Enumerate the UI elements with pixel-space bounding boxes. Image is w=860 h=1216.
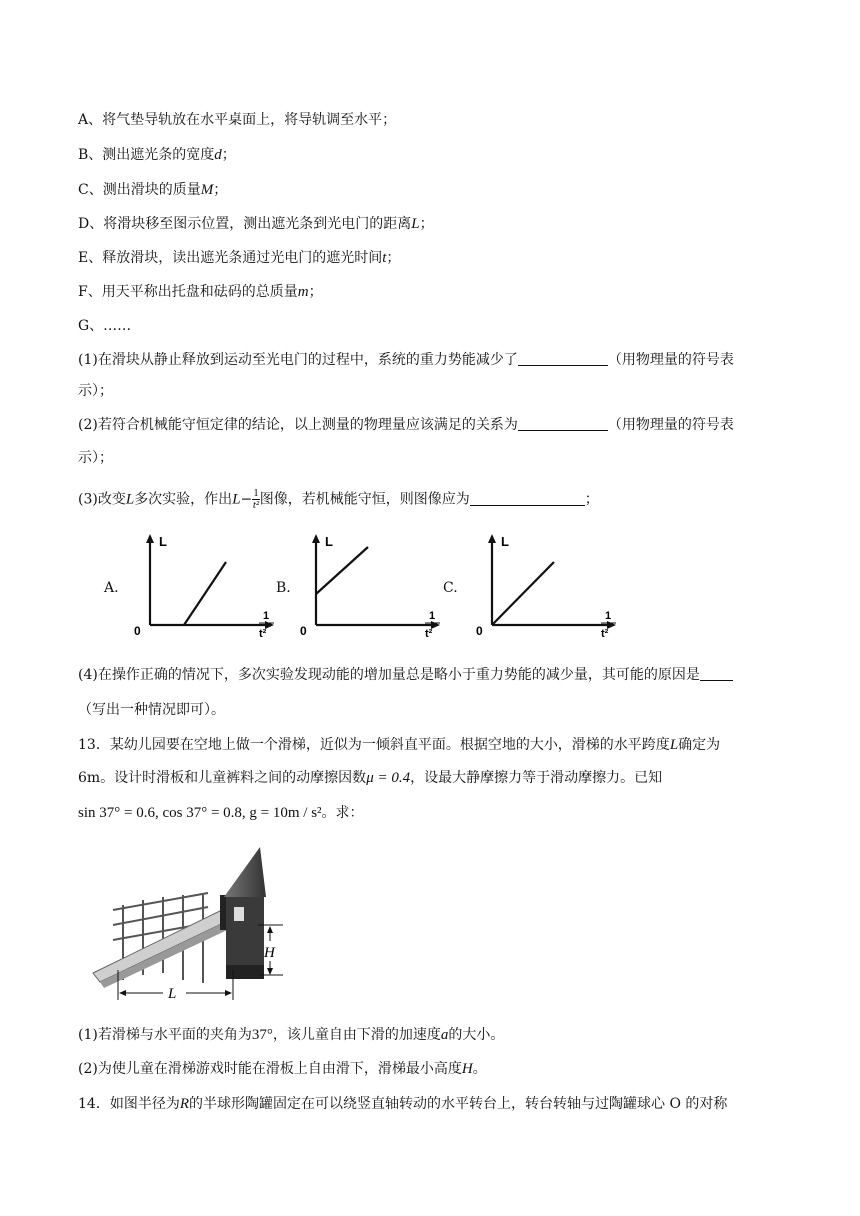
option-a-label: A. bbox=[104, 580, 119, 596]
step-d bbox=[78, 214, 434, 234]
question-3 bbox=[78, 488, 599, 511]
sub-1-text-b: ，该儿童自由下滑的加速度 bbox=[272, 1027, 441, 1043]
y-axis-arrow bbox=[488, 534, 496, 543]
option-c-label: C. bbox=[443, 580, 458, 596]
origin-label: 0 bbox=[476, 624, 483, 638]
step-e-var: t bbox=[382, 250, 387, 266]
y-axis-arrow bbox=[146, 534, 154, 543]
question-1-tail: （用物理量的符号表 bbox=[607, 352, 734, 368]
tower-roof bbox=[224, 847, 266, 897]
graph-line bbox=[184, 562, 226, 625]
step-f bbox=[78, 282, 323, 302]
step-e bbox=[78, 248, 400, 268]
graph-line bbox=[316, 547, 368, 594]
step-f-text: F、用天平称出托盘和砝码的总质量 bbox=[78, 284, 298, 300]
h-arrow-head-down bbox=[267, 968, 273, 975]
question-4-text-2: （写出一种情况即可）。 bbox=[78, 702, 225, 718]
origin-label: 0 bbox=[134, 624, 141, 638]
step-d-text: D、将滑块移至图示位置，测出遮光条到光电门的距离 bbox=[78, 216, 412, 232]
problem-13-sub-2 bbox=[78, 1059, 487, 1079]
l-arrow-head-left bbox=[119, 990, 126, 996]
question-1-line-1 bbox=[78, 350, 734, 370]
step-b-var: d bbox=[214, 147, 222, 163]
step-c-end: ； bbox=[213, 182, 228, 198]
y-axis-label: L bbox=[501, 534, 509, 549]
question-3-minus: − bbox=[240, 491, 253, 508]
sub-2-text-a: (2)为使儿童在滑梯游戏时能在滑板上自由滑下，滑梯最小高度 bbox=[78, 1061, 462, 1077]
question-1-text-2: 示）； bbox=[78, 383, 113, 399]
question-3-prefix: (3)改变 bbox=[78, 491, 126, 508]
h-arrow-head-up bbox=[267, 926, 273, 933]
x-axis-label-denominator: t² bbox=[425, 628, 433, 640]
step-f-var: m bbox=[297, 284, 309, 300]
step-g-text: G、…… bbox=[78, 318, 132, 334]
step-c-text: C、测出滑块的质量 bbox=[78, 182, 201, 198]
question-2-text-2: 示）； bbox=[78, 450, 113, 466]
step-e-end: ； bbox=[386, 250, 401, 266]
step-f-end: ； bbox=[308, 284, 323, 300]
y-axis-arrow bbox=[312, 534, 320, 543]
problem-13-line-3 bbox=[78, 803, 364, 823]
l-arrow-head-right bbox=[225, 990, 232, 996]
problem-13-text-3-end: 。求： bbox=[321, 805, 364, 821]
graph-option-c bbox=[474, 532, 624, 642]
slide-surface bbox=[93, 907, 236, 982]
step-e-text: E、释放滑块，读出遮光条通过光电门的遮光时间 bbox=[78, 250, 383, 266]
x-axis-label-denominator: t² bbox=[601, 628, 609, 640]
question-2-tail: （用物理量的符号表 bbox=[607, 417, 734, 433]
y-axis-label: L bbox=[159, 534, 167, 549]
x-axis-label-denominator: t² bbox=[259, 628, 267, 640]
problem-13-line-2 bbox=[78, 768, 662, 788]
fraction-numerator: 1 bbox=[253, 487, 259, 499]
x-axis-arrow bbox=[265, 621, 274, 629]
x-axis-arrow bbox=[431, 621, 440, 629]
slide-figure bbox=[88, 845, 298, 1005]
graph-option-b bbox=[298, 532, 448, 642]
question-4-line-1 bbox=[78, 665, 733, 685]
question-2-text: (2)若符合机械能守恒定律的结论，以上测量的物理量应该满足的关系为 bbox=[78, 417, 518, 433]
question-3-expr-l: L bbox=[232, 491, 241, 508]
question-2-line-2 bbox=[78, 448, 113, 468]
question-3-middle: 多次实验，作出 bbox=[134, 491, 233, 508]
length-label: L bbox=[168, 986, 177, 1002]
x-axis-label-numerator: 1 bbox=[429, 610, 436, 622]
sub-1-text-c: 的大小。 bbox=[448, 1027, 505, 1043]
question-4-text: (4)在操作正确的情况下，多次实验发现动能的增加量总是略小于重力势能的减少量，其可能的原因是 bbox=[78, 667, 700, 683]
y-axis-label: L bbox=[325, 534, 333, 549]
sub-1-text-a: (1)若滑梯与水平面的夹角为 bbox=[78, 1027, 252, 1043]
problem-13-text-2b: ，设最大静摩擦力等于滑动摩擦力。已知 bbox=[410, 770, 663, 786]
question-3-fraction bbox=[252, 488, 260, 511]
problem-13-line-1 bbox=[78, 735, 720, 755]
problem-13-text-end: 确定为 bbox=[678, 737, 721, 753]
question-2-line-1 bbox=[78, 415, 734, 435]
problem-14-var-r: R bbox=[179, 1096, 189, 1112]
sub-1-var-a: a bbox=[440, 1027, 449, 1043]
step-d-var: L bbox=[411, 216, 420, 232]
graph-option-a bbox=[132, 532, 282, 642]
step-a-text: A、将气垫导轨放在水平桌面上，将导轨调至水平； bbox=[78, 112, 397, 128]
answer-blank-3[interactable] bbox=[470, 491, 585, 506]
problem-14-text-b: 的半球形陶罐固定在可以绕竖直轴转动的水平转台上，转台转轴与过陶罐球心 O 的对称 bbox=[189, 1096, 728, 1112]
question-1-line-2 bbox=[78, 381, 113, 401]
question-3-suffix: 图像，若机械能守恒，则图像应为 bbox=[259, 491, 470, 508]
step-a bbox=[78, 110, 396, 130]
sub-1-angle: 37° bbox=[251, 1027, 273, 1043]
problem-13-sub-1 bbox=[78, 1025, 504, 1045]
problem-13-var-l: L bbox=[669, 737, 679, 753]
question-4-line-2 bbox=[78, 700, 225, 720]
x-axis-label-numerator: 1 bbox=[263, 610, 270, 622]
problem-14-line-1 bbox=[78, 1094, 727, 1114]
question-3-end: ； bbox=[584, 491, 599, 508]
sub-2-text-b: 。 bbox=[472, 1061, 487, 1077]
answer-blank-4[interactable] bbox=[700, 666, 733, 681]
problem-13-text-2a: 6m。设计时滑板和儿童裤料之间的动摩擦因数 bbox=[78, 770, 367, 786]
given-values: sin 37° = 0.6, cos 37° = 0.8, g = 10m / s² bbox=[78, 805, 322, 821]
x-axis-arrow bbox=[607, 621, 616, 629]
problem-14-text-a: 14．如图半径为 bbox=[78, 1096, 180, 1112]
slide-edge bbox=[100, 917, 238, 988]
step-b-text: B、测出遮光条的宽度 bbox=[78, 147, 215, 163]
height-label: H bbox=[264, 945, 275, 961]
sub-2-var-h: H bbox=[461, 1061, 473, 1077]
step-g bbox=[78, 316, 131, 336]
tower-window bbox=[234, 907, 244, 921]
question-1-text: (1)在滑块从静止释放到运动至光电门的过程中，系统的重力势能减少了 bbox=[78, 352, 518, 368]
problem-13-text: 13．某幼儿园要在空地上做一个滑梯，近似为一倾斜直平面。根据空地的大小，滑梯的水平跨度 bbox=[78, 737, 670, 753]
friction-coefficient: μ = 0.4 bbox=[366, 770, 411, 786]
x-axis-label-numerator: 1 bbox=[605, 610, 612, 622]
step-c-var: M bbox=[200, 182, 214, 198]
fraction-denominator: t² bbox=[252, 499, 260, 511]
question-3-var-l: L bbox=[125, 491, 135, 508]
origin-label: 0 bbox=[300, 624, 307, 638]
step-b bbox=[78, 145, 236, 165]
answer-blank-1[interactable] bbox=[518, 351, 608, 366]
step-d-end: ； bbox=[419, 216, 434, 232]
step-b-end: ； bbox=[221, 147, 236, 163]
step-c bbox=[78, 180, 227, 200]
answer-blank-2[interactable] bbox=[518, 416, 608, 431]
graph-line bbox=[492, 562, 554, 625]
tower-base bbox=[226, 965, 264, 979]
option-b-label: B. bbox=[276, 580, 291, 596]
